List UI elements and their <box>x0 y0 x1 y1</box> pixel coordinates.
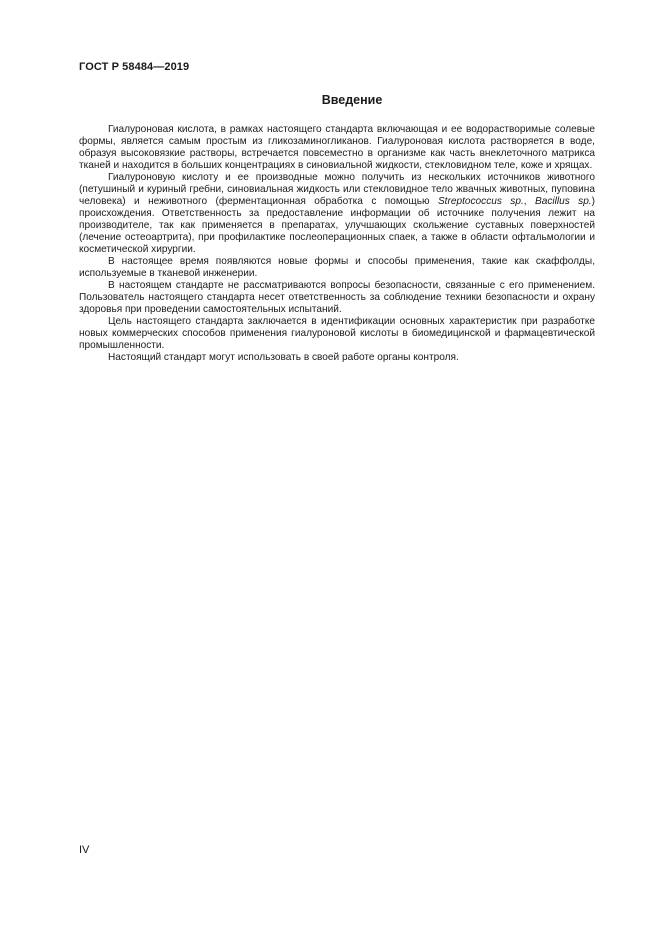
page-number: IV <box>79 844 90 856</box>
paragraph-2 <box>79 172 595 256</box>
paragraph-5: Цель настоящего стандарта заключается в идентификации основных характеристик при разработке новых коммерческих способов применения гиалуроновой кислоты в биомедицинской и фармацевтической промышленности. <box>79 316 595 351</box>
body-text <box>79 124 595 364</box>
paragraph-2-part-2: , <box>523 196 535 207</box>
species-name-streptococcus: Streptococcus sp. <box>437 196 524 207</box>
section-title: Введение <box>321 93 383 107</box>
paragraph-2-part-3: ) происхождения. Ответственность за предоставление информации об источнике получения лежит на производителе, так как применяется в препаратах, улучшающих скольжение суставных поверхностей (лечение остеоартрита), при профилактике послеоперационных спаек, а также в области офтальмологии и косметической хирургии. <box>79 196 595 255</box>
standard-designation: ГОСТ Р 58484—2019 <box>79 61 190 73</box>
paragraph-4: В настоящем стандарте не рассматриваются вопросы безопасности, связанные с его применением. Пользователь настоящего стандарта несет ответственность за соблюдение техники безопасности и охрану здоровья при проведении самостоятельных испытаний. <box>79 280 595 315</box>
species-name-bacillus: Bacillus sp. <box>534 196 592 207</box>
paragraph-1: Гиалуроновая кислота, в рамках настоящего стандарта включающая и ее водорастворимые солевые формы, является самым простым из гликозаминогликанов. Гиалуроновая кислота растворяется в воде, образуя высоковязкие растворы, встречается повсеместно в организме как часть внеклеточного матрикса тканей и находится в больших концентрациях в синовиальной жидкости, стекловидном теле, коже и хрящах. <box>79 124 595 171</box>
paragraph-6: Настоящий стандарт могут использовать в своей работе органы контроля. <box>108 352 459 363</box>
paragraph-3: В настоящее время появляются новые формы и способы применения, такие как скаффолды, используемые в тканевой инженерии. <box>79 256 595 279</box>
paragraph-2-part-1: Гиалуроновую кислоту и ее производные можно получить из нескольких источников животного (петушиный и куриный гребни, синовиальная жидкость или стекловидное тело жвачных животных, пуповина человека) и неживотного (ферментационная обработка с помощью <box>79 172 595 207</box>
